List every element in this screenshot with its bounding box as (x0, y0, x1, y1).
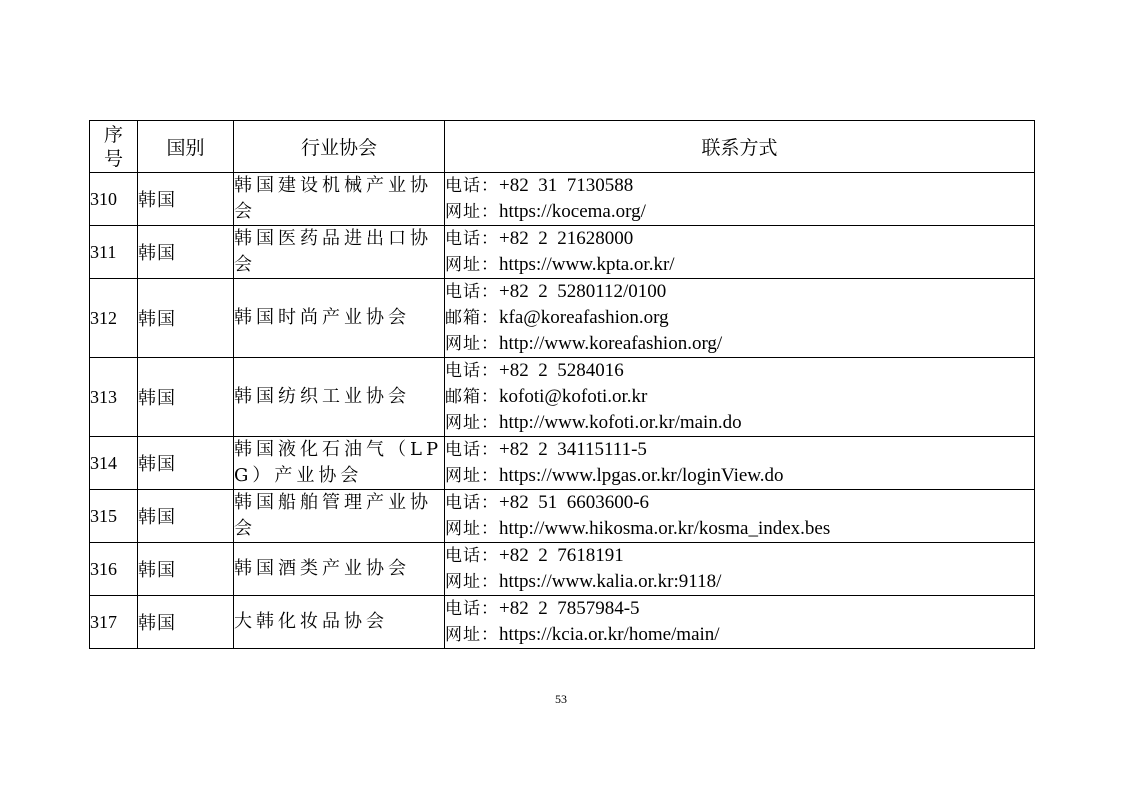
row-association (234, 596, 445, 649)
row-country: 韩国 (138, 173, 234, 226)
row-contact (445, 226, 1035, 279)
association-name-line: 会 (234, 518, 256, 539)
contact-label: 电话： (445, 282, 499, 302)
contact-label: 电话： (445, 546, 499, 566)
header-seq-char: 号 (103, 147, 123, 170)
association-name-line: 韩国医药品进出口协 (234, 228, 432, 249)
contact-link[interactable]: kfa@koreafashion.org (499, 307, 669, 328)
row-contact (445, 173, 1035, 226)
contact-label: 网址： (445, 519, 499, 539)
contact-label: 电话： (445, 361, 499, 381)
contact-link[interactable]: https://www.lpgas.or.kr/loginView.do (499, 465, 784, 486)
contact-value: +82 2 7857984-5 (499, 598, 640, 619)
header-country: 国别 (138, 121, 234, 173)
contact-value: +82 2 21628000 (499, 228, 634, 249)
contact-value: +82 2 5284016 (499, 360, 624, 381)
association-name-line: 韩国酒类产业协会 (234, 558, 410, 579)
table-row (90, 596, 1035, 649)
contact-line (445, 358, 1034, 384)
contact-label: 邮箱： (445, 387, 499, 407)
row-country: 韩国 (138, 358, 234, 437)
row-contact (445, 596, 1035, 649)
row-association (234, 279, 445, 358)
row-contact (445, 490, 1035, 543)
row-association (234, 173, 445, 226)
association-name-line: 韩国船舶管理产业协 (234, 492, 432, 513)
table-row (90, 437, 1035, 490)
contact-label: 电话： (445, 493, 499, 513)
contact-line (445, 569, 1034, 595)
contact-label: 电话： (445, 440, 499, 460)
row-country: 韩国 (138, 279, 234, 358)
contact-line (445, 410, 1034, 436)
contact-label: 电话： (445, 229, 499, 249)
contact-link[interactable]: http://www.koreafashion.org/ (499, 333, 723, 354)
row-number: 316 (90, 543, 138, 596)
contact-value: +82 31 7130588 (499, 175, 634, 196)
association-name-line: 会 (234, 254, 256, 275)
row-contact (445, 279, 1035, 358)
association-table (89, 120, 1035, 649)
association-name-line: 会 (234, 201, 256, 222)
contact-value: +82 2 5280112/0100 (499, 281, 667, 302)
contact-value: +82 2 34115111-5 (499, 439, 647, 460)
table-row (90, 490, 1035, 543)
contact-label: 网址： (445, 625, 499, 645)
contact-line (445, 516, 1034, 542)
row-association (234, 490, 445, 543)
contact-line (445, 384, 1034, 410)
row-contact (445, 358, 1035, 437)
contact-line (445, 622, 1034, 648)
row-country: 韩国 (138, 226, 234, 279)
contact-link[interactable]: https://kocema.org/ (499, 201, 646, 222)
header-seq (90, 121, 138, 173)
table-row (90, 226, 1035, 279)
contact-label: 网址： (445, 413, 499, 433)
association-name-line: 大韩化妆品协会 (234, 611, 388, 632)
row-country: 韩国 (138, 490, 234, 543)
row-country: 韩国 (138, 543, 234, 596)
row-number: 317 (90, 596, 138, 649)
contact-line (445, 596, 1034, 622)
table-body (90, 173, 1035, 649)
row-association (234, 543, 445, 596)
contact-link[interactable]: https://www.kpta.or.kr/ (499, 254, 675, 275)
contact-value: +82 2 7618191 (499, 545, 624, 566)
contact-label: 网址： (445, 334, 499, 354)
table-row (90, 543, 1035, 596)
association-name-line: 韩国时尚产业协会 (234, 307, 410, 328)
row-association (234, 358, 445, 437)
contact-line (445, 437, 1034, 463)
header-association: 行业协会 (234, 121, 445, 173)
contact-label: 电话： (445, 599, 499, 619)
association-name-line: 韩国纺织工业协会 (234, 386, 410, 407)
page-number: 53 (555, 692, 567, 706)
row-contact (445, 437, 1035, 490)
contact-line (445, 490, 1034, 516)
contact-link[interactable]: http://www.kofoti.or.kr/main.do (499, 412, 742, 433)
association-name-line: G）产业协会 (234, 465, 363, 486)
contact-link[interactable]: http://www.hikosma.or.kr/kosma_index.bes (499, 518, 831, 539)
table-header-row (90, 121, 1035, 173)
contact-label: 邮箱： (445, 308, 499, 328)
row-contact (445, 543, 1035, 596)
row-association (234, 226, 445, 279)
row-country: 韩国 (138, 437, 234, 490)
contact-label: 网址： (445, 255, 499, 275)
header-seq-char: 序 (103, 123, 123, 146)
row-number: 314 (90, 437, 138, 490)
contact-label: 网址： (445, 202, 499, 222)
contact-label: 网址： (445, 466, 499, 486)
row-number: 313 (90, 358, 138, 437)
contact-link[interactable]: https://www.kalia.or.kr:9118/ (499, 571, 722, 592)
contact-line (445, 279, 1034, 305)
contact-line (445, 463, 1034, 489)
table-row (90, 358, 1035, 437)
association-name-line: 韩国建设机械产业协 (234, 175, 432, 196)
contact-link[interactable]: https://kcia.or.kr/home/main/ (499, 624, 720, 645)
association-name-line: 韩国液化石油气（LP (234, 439, 443, 460)
table-row (90, 279, 1035, 358)
row-number: 315 (90, 490, 138, 543)
contact-link[interactable]: kofoti@kofoti.or.kr (499, 386, 648, 407)
contact-line (445, 305, 1034, 331)
row-number: 311 (90, 226, 138, 279)
contact-value: +82 51 6603600-6 (499, 492, 650, 513)
contact-line (445, 331, 1034, 357)
header-contact: 联系方式 (445, 121, 1035, 173)
row-number: 310 (90, 173, 138, 226)
row-association (234, 437, 445, 490)
contact-label: 网址： (445, 572, 499, 592)
row-country: 韩国 (138, 596, 234, 649)
contact-line (445, 226, 1034, 252)
table-row (90, 173, 1035, 226)
contact-label: 电话： (445, 176, 499, 196)
contact-line (445, 543, 1034, 569)
contact-line (445, 199, 1034, 225)
contact-line (445, 173, 1034, 199)
contact-line (445, 252, 1034, 278)
row-number: 312 (90, 279, 138, 358)
